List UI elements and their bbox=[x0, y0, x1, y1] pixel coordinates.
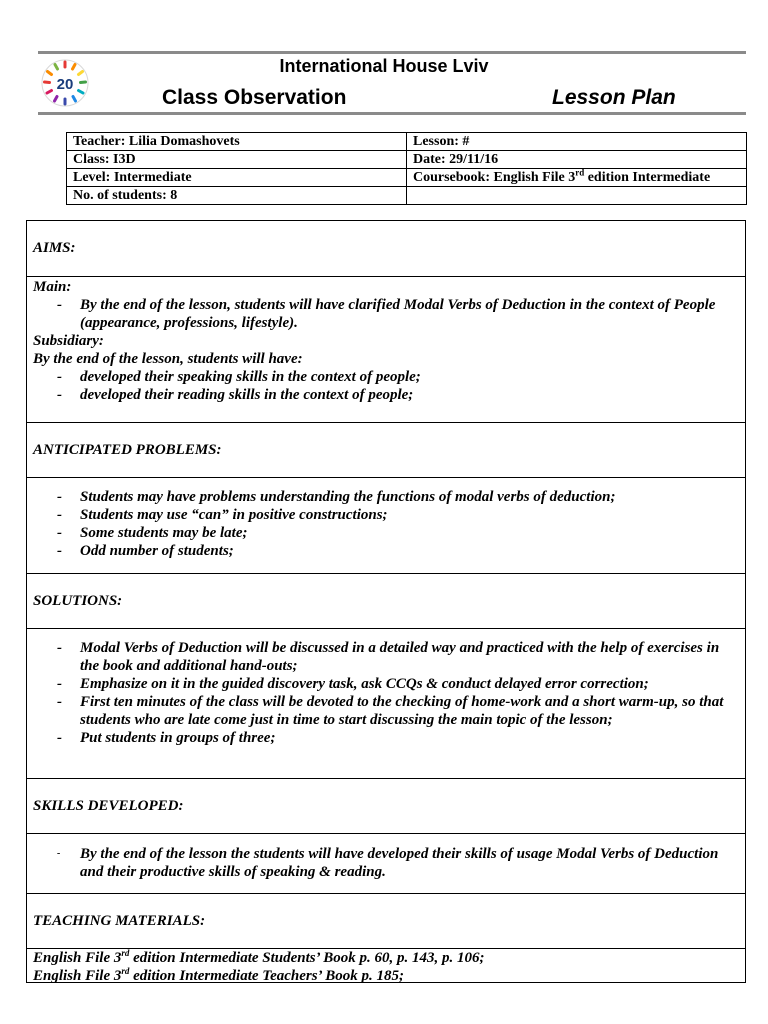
solutions-heading-section bbox=[27, 573, 745, 628]
level-cell: Level: Intermediate bbox=[67, 169, 407, 187]
aims-heading-section bbox=[27, 221, 745, 276]
main-aim-label: Main: bbox=[33, 279, 72, 295]
skills-heading-section bbox=[27, 778, 745, 833]
table-row bbox=[67, 169, 747, 187]
teacher-cell: Teacher: Lilia Domashovets bbox=[67, 133, 407, 151]
lesson-cell: Lesson: # bbox=[407, 133, 747, 151]
lesson-plan-title: Lesson Plan bbox=[552, 86, 676, 109]
solutions-list bbox=[33, 639, 739, 747]
list-item: - Students may have problems understanding the functions of modal verbs of deduction; bbox=[33, 488, 739, 506]
empty-cell bbox=[407, 187, 747, 205]
materials-heading: TEACHING MATERIALS: bbox=[33, 913, 206, 929]
coursebook-text: Coursebook: English File 3 bbox=[413, 170, 576, 185]
list-item: - Modal Verbs of Deduction will be discussed in a detailed way and practiced with the help of exercises in the book and additional hand-outs; bbox=[33, 639, 739, 675]
organization-name: International House Lviv bbox=[279, 56, 489, 76]
list-item: - By the end of the lesson, students will have clarified Modal Verbs of Deduction in the context of People (appearance, professions, lifestyle). bbox=[33, 296, 739, 332]
students-cell: No. of students: 8 bbox=[67, 187, 407, 205]
skills-heading: SKILLS DEVELOPED: bbox=[33, 798, 184, 814]
problems-content-section bbox=[27, 477, 745, 573]
coursebook-edition: edition Intermediate bbox=[584, 170, 711, 185]
materials-text: edition Intermediate Students’ Book p. 60, p. 143, p. 106; bbox=[129, 950, 485, 966]
materials-text: English File 3 bbox=[33, 950, 122, 966]
header-bottom-rule bbox=[38, 112, 746, 115]
solutions-content-section bbox=[27, 628, 745, 778]
list-item: - Students may use “can” in positive constructions; bbox=[33, 506, 739, 524]
materials-ordinal: rd bbox=[121, 966, 130, 976]
list-item: - By the end of the lesson the students will have developed their skills of usage Modal Verbs of Deduction and their productive skills of speaking & reading. bbox=[33, 845, 739, 881]
class-cell: Class: I3D bbox=[67, 151, 407, 169]
lesson-plan-body bbox=[26, 220, 746, 983]
list-item: - Put students in groups of three; bbox=[33, 729, 739, 747]
table-row bbox=[67, 133, 747, 151]
list-item: - First ten minutes of the class will be devoted to the checking of home-work and a short warm-up, so that students who are late come just in time to start discussing the main topic of the lesson; bbox=[33, 693, 739, 729]
coursebook-ordinal: rd bbox=[575, 167, 585, 178]
coursebook-cell bbox=[407, 169, 747, 187]
materials-item bbox=[33, 949, 739, 967]
table-row bbox=[67, 187, 747, 205]
skills-list bbox=[33, 845, 739, 881]
header-top-rule bbox=[38, 51, 746, 54]
subsidiary-aim-label: Subsidiary: bbox=[33, 333, 104, 349]
date-cell: Date: 29/11/16 bbox=[407, 151, 747, 169]
materials-ordinal: rd bbox=[121, 948, 130, 958]
list-item: - developed their reading skills in the context of people; bbox=[33, 386, 739, 404]
aims-heading: AIMS: bbox=[33, 240, 76, 256]
materials-item bbox=[33, 967, 739, 985]
materials-heading-section bbox=[27, 893, 745, 948]
table-row bbox=[67, 151, 747, 169]
list-item: - Some students may be late; bbox=[33, 524, 739, 542]
aims-content-section bbox=[27, 276, 745, 422]
materials-text: English File 3 bbox=[33, 968, 122, 984]
lesson-info-table bbox=[66, 132, 747, 205]
subsidiary-aims-list bbox=[33, 368, 739, 404]
materials-text: edition Intermediate Teachers’ Book p. 185; bbox=[129, 968, 404, 984]
list-item: - Odd number of students; bbox=[33, 542, 739, 560]
svg-text:20: 20 bbox=[56, 76, 74, 93]
list-item: - developed their speaking skills in the context of people; bbox=[33, 368, 739, 386]
problems-list bbox=[33, 488, 739, 560]
problems-heading-section bbox=[27, 422, 745, 477]
main-aims-list bbox=[33, 296, 739, 332]
class-observation-title: Class Observation bbox=[162, 86, 347, 109]
subsidiary-intro: By the end of the lesson, students will have: bbox=[33, 351, 303, 367]
list-item: - Emphasize on it in the guided discovery task, ask CCQs & conduct delayed error correction; bbox=[33, 675, 739, 693]
problems-heading: ANTICIPATED PROBLEMS: bbox=[33, 442, 222, 458]
skills-content-section bbox=[27, 833, 745, 893]
materials-content-section bbox=[27, 948, 745, 982]
solutions-heading: SOLUTIONS: bbox=[33, 593, 123, 609]
